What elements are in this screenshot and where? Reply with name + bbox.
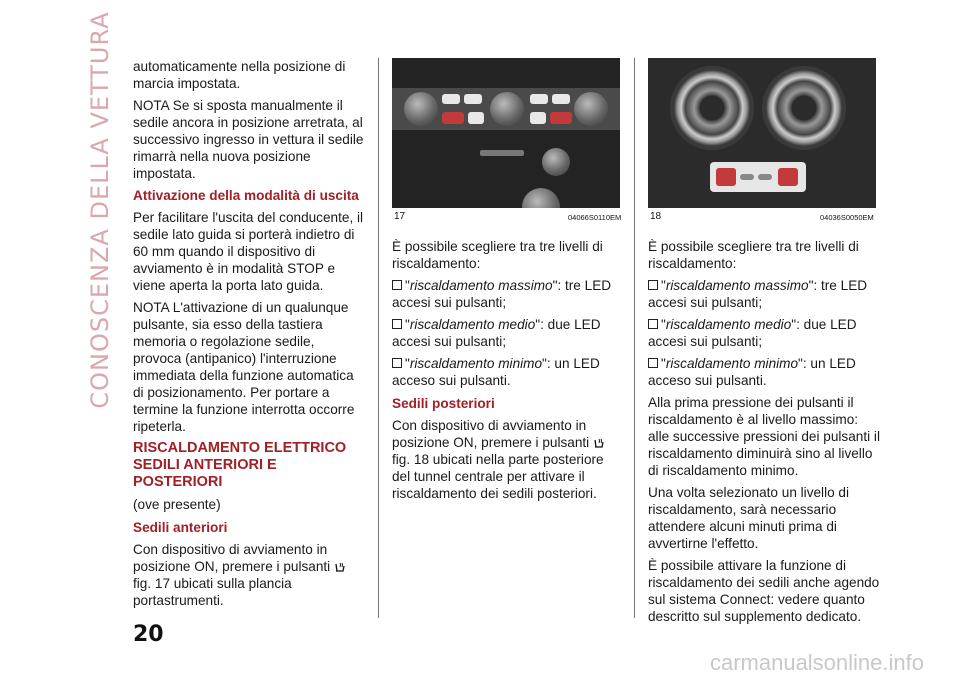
level-term: riscaldamento minimo xyxy=(409,356,543,371)
text-span: : due LED accesi sui pulsanti; xyxy=(648,317,857,349)
climate-button xyxy=(464,94,482,104)
climate-button xyxy=(468,112,484,124)
checkbox-bullet-icon xyxy=(392,319,402,329)
paragraph xyxy=(392,417,624,502)
climate-button xyxy=(552,94,570,104)
section-heading-seat-heating: RISCALDAMENTO ELETTRICO SEDILI ANTERIORI E POSTERIORI xyxy=(133,440,347,490)
paragraph: automaticamente nella posizione di marcia impostata. xyxy=(133,59,346,91)
note-paragraph: NOTA Se si sposta manualmente il sedile ancora in posizione arretrata, al successivo ingresso in vettura il sedile rimarrà nella nuova posizione impostata. xyxy=(133,98,364,181)
level-term: riscaldamento massimo xyxy=(665,278,809,293)
usb-port xyxy=(758,174,772,180)
level-term: riscaldamento medio xyxy=(665,317,792,332)
text-column-1 xyxy=(133,58,365,614)
list-item: "riscaldamento massimo": tre LED accesi sui pulsanti; xyxy=(392,278,612,310)
text-span: fig. 18 ubicati nella parte posteriore del tunnel centrale per attivare il riscaldamento dei sedili posteriori. xyxy=(392,452,604,501)
paragraph: Per facilitare l'uscita del conducente, il sedile lato guida si porterà indietro di 60 mm quando il dispositivo di avviamento è in modalità STOP e viene aperta la porta lato guida. xyxy=(133,210,364,293)
temperature-knob xyxy=(574,92,608,126)
figure-18-rear-tunnel-controls xyxy=(648,58,876,208)
seat-heating-button xyxy=(442,112,464,124)
paragraph: Alla prima pressione dei pulsanti il riscaldamento è al livello massimo: alle successive pressioni dei pulsanti il riscaldamento diminuirà sino al livello di riscaldamento minimo. xyxy=(648,395,880,478)
seat-heating-icon xyxy=(593,438,605,448)
seat-heating-button xyxy=(778,168,798,186)
text-column-2 xyxy=(392,238,624,507)
side-title-text: CONOSCENZA DELLA VETTURA xyxy=(86,11,114,409)
text-span: : un LED acceso sui pulsanti. xyxy=(648,356,856,388)
climate-button xyxy=(530,112,546,124)
seat-heating-button xyxy=(550,112,572,124)
list-item: "riscaldamento minimo": un LED acceso sui pulsanti. xyxy=(648,356,856,388)
watermark-text: carmanualsonline.info xyxy=(709,650,924,675)
temperature-knob xyxy=(404,92,438,126)
section-side-title xyxy=(82,11,118,409)
climate-button xyxy=(442,94,460,104)
subheading-rear-seats: Sedili posteriori xyxy=(392,396,495,411)
checkbox-bullet-icon xyxy=(648,358,658,368)
column-divider xyxy=(378,58,379,618)
fan-knob xyxy=(490,92,524,126)
checkbox-bullet-icon xyxy=(648,319,658,329)
checkbox-bullet-icon xyxy=(392,358,402,368)
text-span: Con dispositivo di avviamento in posizione ON, premere i pulsanti xyxy=(392,418,590,450)
figure-17-dashboard-controls xyxy=(392,58,620,208)
air-vent xyxy=(670,66,754,150)
text-span: : un LED acceso sui pulsanti. xyxy=(392,356,600,388)
paragraph: È possibile scegliere tra tre livelli di riscaldamento: xyxy=(648,239,859,271)
figure-number: 17 xyxy=(394,211,406,222)
level-term: riscaldamento massimo xyxy=(409,278,553,293)
usb-slot xyxy=(480,150,524,156)
paragraph: (ove presente) xyxy=(133,497,221,512)
text-column-3 xyxy=(648,238,880,630)
climate-button xyxy=(530,94,548,104)
controller-knob xyxy=(522,188,560,208)
text-span: : due LED accesi sui pulsanti; xyxy=(392,317,601,349)
paragraph: È possibile attivare la funzione di riscaldamento dei sedili anche agendo sul sistema Connect: vedere quanto descritto sul supplemento dedicato. xyxy=(648,558,880,624)
list-item: "riscaldamento minimo": un LED acceso sui pulsanti. xyxy=(392,356,600,388)
checkbox-bullet-icon xyxy=(392,280,402,290)
text-span: : tre LED accesi sui pulsanti; xyxy=(392,278,612,310)
air-vent xyxy=(762,66,846,150)
usb-port xyxy=(740,174,754,180)
level-term: riscaldamento minimo xyxy=(665,356,799,371)
checkbox-bullet-icon xyxy=(648,280,658,290)
page-number: 20 xyxy=(133,622,164,647)
figure-code: 04066S0110EM xyxy=(568,213,622,222)
infotainment-knob xyxy=(542,148,570,176)
list-item: "riscaldamento massimo": tre LED accesi sui pulsanti; xyxy=(648,278,868,310)
text-span: Con dispositivo di avviamento in posizione ON, premere i pulsanti xyxy=(133,542,331,574)
figure-code: 04036S0050EM xyxy=(820,213,874,222)
paragraph xyxy=(133,541,365,609)
list-item: "riscaldamento medio": due LED accesi sui pulsanti; xyxy=(648,317,857,349)
paragraph: Una volta selezionato un livello di riscaldamento, sarà necessario attendere alcuni minuti prima di avvertirne l'effetto. xyxy=(648,485,850,551)
seat-heating-icon xyxy=(334,562,346,572)
text-span: : tre LED accesi sui pulsanti; xyxy=(648,278,868,310)
list-item: "riscaldamento medio": due LED accesi sui pulsanti; xyxy=(392,317,601,349)
subheading-front-seats: Sedili anteriori xyxy=(133,520,228,535)
subheading-exit-mode: Attivazione della modalità di uscita xyxy=(133,188,359,203)
text-span: fig. 17 ubicati sulla plancia portastrumenti. xyxy=(133,576,292,608)
level-term: riscaldamento medio xyxy=(409,317,536,332)
figure-number: 18 xyxy=(650,211,662,222)
paragraph: È possibile scegliere tra tre livelli di riscaldamento: xyxy=(392,239,603,271)
seat-heating-button xyxy=(716,168,736,186)
note-paragraph: NOTA L'attivazione di un qualunque pulsante, sia esso della tastiera memoria o regolazione sedile, provoca (antipanico) l'interruzione immediata della funzione automatica di posizionamento. Per portare a termine la funzione interrotta occorre ripeterla. xyxy=(133,300,355,434)
column-divider xyxy=(634,58,635,618)
